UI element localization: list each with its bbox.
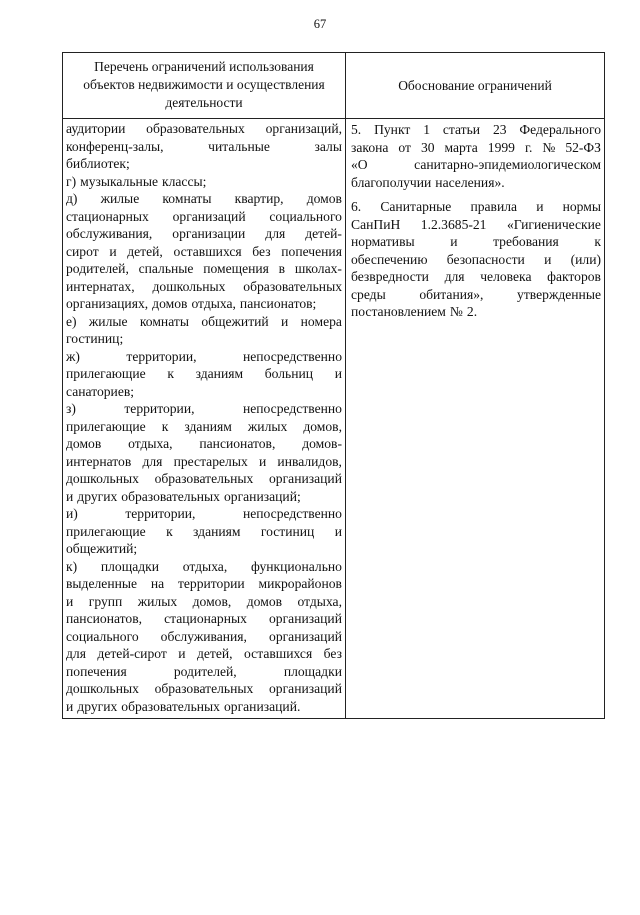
word: пансионатов, xyxy=(66,611,143,626)
word: сирот xyxy=(66,243,99,259)
word: обитания», xyxy=(419,286,484,302)
word: организаций; xyxy=(223,488,301,504)
word: к xyxy=(161,418,169,434)
word: прилегающие xyxy=(66,418,146,434)
word: территории xyxy=(177,576,245,591)
text-line xyxy=(66,610,342,628)
word: образовательных xyxy=(121,698,220,714)
word: гостиниц; xyxy=(66,331,124,346)
word: зданиям xyxy=(184,418,232,434)
word: 23 xyxy=(492,122,507,137)
word: и xyxy=(66,593,74,609)
word: родителей, xyxy=(173,663,237,679)
word: е) xyxy=(66,313,77,329)
word: постановлением xyxy=(351,304,446,319)
text-line xyxy=(66,435,342,453)
text-line xyxy=(66,278,342,296)
word: родителей, xyxy=(66,261,129,276)
word: организации xyxy=(172,226,246,241)
text-line xyxy=(66,330,342,348)
word: детей, xyxy=(196,646,233,661)
word: д) xyxy=(66,191,78,206)
text-line xyxy=(351,286,601,304)
word: организаций, xyxy=(265,121,342,136)
text-line xyxy=(66,400,342,418)
word: домов xyxy=(152,296,188,311)
word: образовательных xyxy=(146,121,245,136)
text-line xyxy=(66,540,342,558)
word: 2. xyxy=(466,304,478,319)
word: отдыха, xyxy=(182,558,228,574)
word: социального xyxy=(269,208,342,224)
word: престарелых xyxy=(173,453,248,469)
word: комнаты xyxy=(162,191,212,206)
word: стационарных xyxy=(66,208,149,224)
word: прилегающие xyxy=(66,523,146,539)
word: (или) xyxy=(570,251,601,267)
word: библиотек; xyxy=(66,156,130,171)
header-right-text: Обоснование ограничений xyxy=(398,77,552,93)
text-line xyxy=(351,139,601,157)
word: «О xyxy=(351,157,368,172)
text-line xyxy=(66,243,342,261)
text-line xyxy=(66,505,342,523)
word: гостиниц xyxy=(260,523,315,539)
word: для xyxy=(444,269,465,284)
word: непосредственно xyxy=(242,506,342,521)
word: санитарно-эпидемиологическом xyxy=(414,157,601,172)
word: отдыха, xyxy=(297,593,342,609)
text-line xyxy=(66,453,342,471)
word: социального xyxy=(66,628,139,644)
header-left-cell xyxy=(63,53,346,119)
word: среды xyxy=(351,286,386,302)
word: домов, xyxy=(303,418,342,434)
word: больниц xyxy=(264,366,314,381)
word: жилых xyxy=(137,593,178,609)
word: территории, xyxy=(124,401,195,416)
word: организаций xyxy=(269,681,342,696)
text-line xyxy=(351,121,601,139)
word: г. xyxy=(524,139,533,155)
word: музыкальные xyxy=(80,173,158,189)
word: школах- xyxy=(294,261,342,276)
text-line xyxy=(66,120,342,138)
word: и xyxy=(281,313,289,329)
word: жилые xyxy=(88,313,128,329)
word: и xyxy=(109,243,117,259)
word: и xyxy=(544,251,552,267)
text-line xyxy=(66,488,342,506)
word: зданиям xyxy=(193,523,241,539)
header-left-line: деятельности xyxy=(165,95,243,110)
word: статьи xyxy=(442,122,481,137)
word: факторов xyxy=(547,269,601,284)
word: санаториев; xyxy=(66,383,135,399)
paragraph-gap xyxy=(351,191,601,198)
word: квартир, xyxy=(234,191,284,206)
word: территории, xyxy=(126,348,197,364)
word: для xyxy=(66,646,86,661)
word: 1 xyxy=(423,122,430,137)
word: выделенные xyxy=(66,576,138,591)
word: комнаты xyxy=(139,313,189,329)
word: 5. xyxy=(351,122,362,137)
word: 1999 xyxy=(487,139,515,155)
text-line xyxy=(351,156,601,174)
word: классы; xyxy=(162,173,207,189)
text-line xyxy=(66,680,342,698)
word: и xyxy=(334,523,342,539)
word: для xyxy=(265,226,286,241)
word: групп xyxy=(88,593,123,609)
word: з) xyxy=(66,401,76,416)
word: оставшихся xyxy=(244,646,313,661)
word: закона xyxy=(351,139,389,155)
text-line xyxy=(66,260,342,278)
text-line xyxy=(66,295,342,313)
word: отдыха, xyxy=(191,296,236,311)
text-line xyxy=(66,663,342,681)
word: 6. xyxy=(351,199,362,214)
word: ж) xyxy=(66,348,80,364)
text-line xyxy=(351,198,601,216)
text-line xyxy=(66,225,342,243)
word: без xyxy=(252,243,271,259)
word: зданиям xyxy=(195,366,244,381)
word: организаций xyxy=(269,471,342,486)
word: образовательных xyxy=(243,278,342,294)
word: попечения xyxy=(281,243,342,259)
word: нормативы xyxy=(351,234,415,249)
word: домов, xyxy=(192,593,232,609)
word: непосредственно xyxy=(242,401,342,416)
text-line xyxy=(351,268,601,286)
word: попечения xyxy=(66,663,127,679)
text-line xyxy=(66,155,342,173)
word: непосредственно xyxy=(242,348,342,364)
word: дошкольных xyxy=(66,471,139,486)
word: от xyxy=(398,139,411,155)
word: требования xyxy=(493,234,559,249)
word: Санитарные xyxy=(380,199,452,214)
word: образовательных xyxy=(121,488,220,504)
word: жилые xyxy=(100,191,140,206)
text-line xyxy=(66,313,342,331)
word: безвредности xyxy=(351,269,429,284)
text-line xyxy=(66,348,342,366)
word: отдыха, xyxy=(128,436,173,451)
word: домов xyxy=(306,191,342,206)
word: организаций xyxy=(172,208,246,224)
word: функционально xyxy=(250,558,342,574)
header-left-line: Перечень ограничений использования xyxy=(94,59,314,74)
word: без xyxy=(323,646,342,661)
word: 52-ФЗ xyxy=(565,139,601,155)
word: Пункт xyxy=(374,122,411,137)
word: аудитории xyxy=(66,121,126,136)
page-number: 67 xyxy=(313,17,327,31)
text-line xyxy=(66,208,342,226)
table-header-row xyxy=(63,53,605,119)
word: помещения xyxy=(203,261,269,276)
text-line xyxy=(66,558,342,576)
word: и) xyxy=(66,506,78,521)
word: территории, xyxy=(125,506,196,521)
word: образовательных xyxy=(154,681,254,696)
word: организаций xyxy=(269,628,342,644)
word: пансионатов; xyxy=(239,296,317,311)
word: пансионатов, xyxy=(199,436,276,451)
table-body-row xyxy=(63,119,605,719)
word: к xyxy=(167,366,174,381)
word: общежитий; xyxy=(66,541,138,556)
word: обслуживания, xyxy=(160,628,247,644)
word: микрорайонов xyxy=(258,576,342,591)
word: нормы xyxy=(562,199,601,214)
word: конференц-залы, xyxy=(66,138,164,154)
word: 30 xyxy=(420,139,435,155)
word: инвалидов, xyxy=(277,453,342,469)
word: СанПиН xyxy=(351,216,401,232)
text-line xyxy=(351,216,601,234)
word: и xyxy=(66,488,74,504)
word: других xyxy=(77,698,118,714)
word: обслуживания, xyxy=(66,226,153,241)
word: благополучии xyxy=(351,174,432,190)
word: и xyxy=(334,366,342,381)
word: домов xyxy=(246,593,283,609)
word: на xyxy=(150,576,165,591)
word: «Гигиенические xyxy=(506,216,601,232)
word: жилых xyxy=(247,418,288,434)
text-line xyxy=(66,383,342,401)
word: площадки xyxy=(100,558,160,574)
word: детей, xyxy=(127,243,163,259)
word: обеспечению xyxy=(351,251,428,267)
word: дошкольных xyxy=(152,278,226,294)
text-line xyxy=(66,418,342,436)
word: и xyxy=(536,199,544,214)
word: стационарных xyxy=(164,611,247,626)
word: для xyxy=(142,453,163,469)
justification-cell xyxy=(346,119,605,719)
text-line xyxy=(66,575,342,593)
word: безопасности xyxy=(446,251,525,267)
text-line xyxy=(66,173,342,191)
word: Федерального xyxy=(519,122,601,137)
word: организаций xyxy=(269,611,342,626)
word: к) xyxy=(66,558,78,574)
word: интернатов xyxy=(66,453,132,469)
text-line xyxy=(66,593,342,611)
word: к xyxy=(594,234,601,249)
word: общежитий xyxy=(201,313,269,329)
text-line xyxy=(66,138,342,156)
text-line xyxy=(351,233,601,251)
word: и xyxy=(450,234,458,249)
word: 1.2.3685-21 xyxy=(420,216,487,232)
header-left-line: объектов недвижимости и осуществления xyxy=(83,77,325,92)
word: г) xyxy=(66,173,77,189)
word: других xyxy=(77,488,118,504)
restrictions-table xyxy=(62,52,605,719)
word: населения». xyxy=(435,174,505,190)
word: домов xyxy=(66,436,102,451)
word: интернатах, xyxy=(66,278,135,294)
text-line xyxy=(66,628,342,646)
word: читальные xyxy=(208,138,270,154)
text-line xyxy=(66,470,342,488)
word: марта xyxy=(444,139,478,155)
word: утвержденные xyxy=(517,286,601,302)
header-right-cell xyxy=(346,53,605,119)
word: правила xyxy=(470,199,518,214)
word: № xyxy=(542,139,556,155)
word: детей-сирот xyxy=(97,646,167,661)
text-line xyxy=(351,251,601,269)
word: организаций. xyxy=(223,698,301,714)
word: и xyxy=(178,646,186,661)
word: дошкольных xyxy=(66,681,139,696)
word: и xyxy=(258,453,267,469)
word: и xyxy=(66,698,74,714)
text-line xyxy=(351,303,601,321)
text-line xyxy=(66,190,342,208)
text-line xyxy=(66,523,342,541)
word: № xyxy=(449,304,463,319)
word: номера xyxy=(300,313,342,329)
text-line xyxy=(66,365,342,383)
word: человека xyxy=(480,269,532,284)
word: к xyxy=(166,523,173,539)
text-line xyxy=(351,174,601,192)
word: в xyxy=(278,261,286,276)
text-line xyxy=(66,698,342,716)
word: прилегающие xyxy=(66,366,146,381)
word: организациях, xyxy=(66,296,149,311)
word: залы xyxy=(314,138,342,154)
restrictions-list-cell xyxy=(63,119,346,719)
word: оставшихся xyxy=(173,243,242,259)
word: площадки xyxy=(283,663,342,679)
word: образовательных xyxy=(154,471,254,486)
text-line xyxy=(66,645,342,663)
word: детей- xyxy=(305,226,342,241)
word: спальные xyxy=(138,261,194,276)
word: домов- xyxy=(302,436,342,451)
